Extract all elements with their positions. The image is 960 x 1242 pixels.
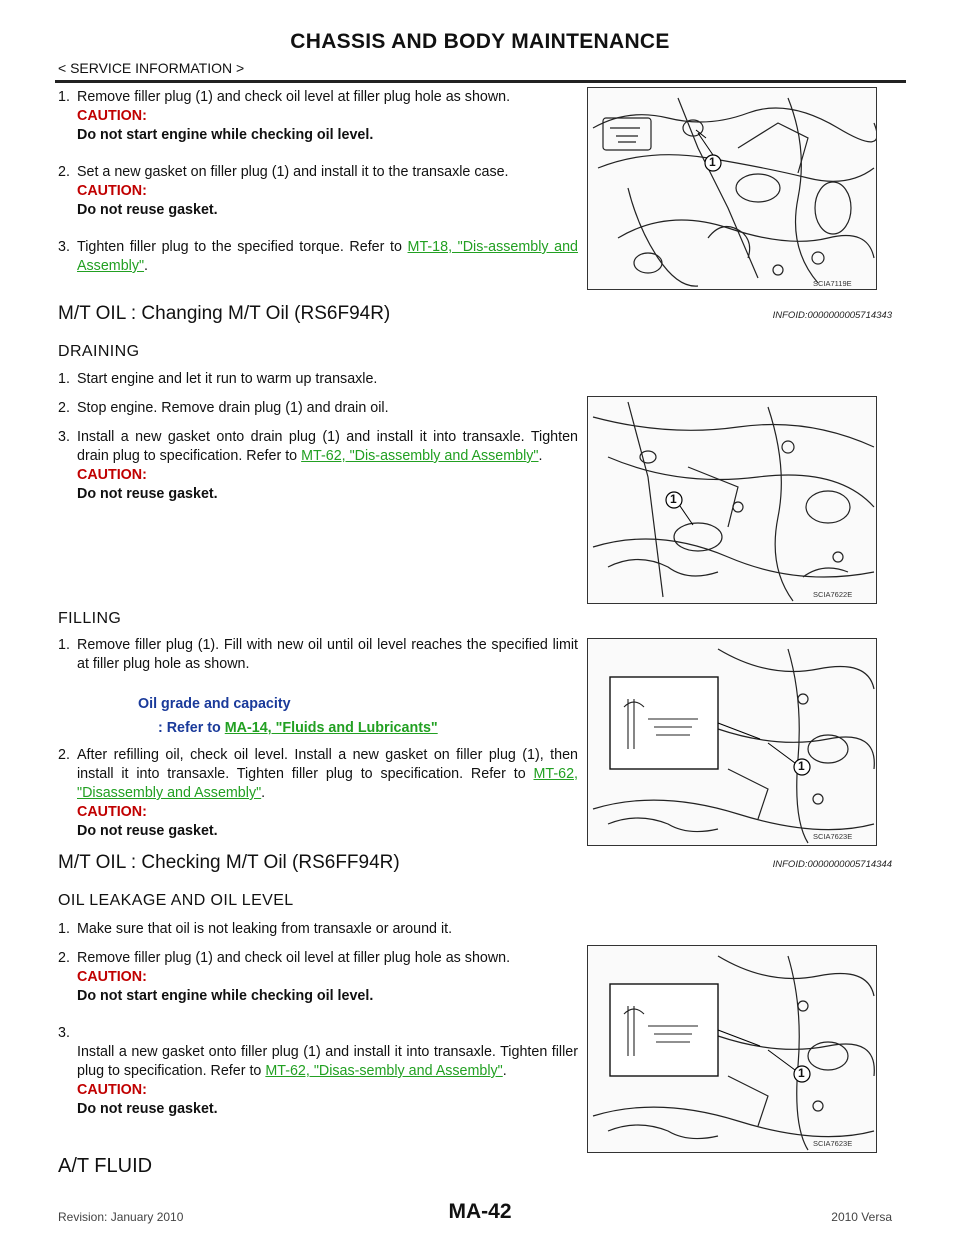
callout-label: 1 [670, 492, 677, 506]
step-number: 1. [58, 89, 70, 105]
step-number: 1. [58, 637, 70, 653]
section-title-checking-mt-oil: M/T OIL : Checking M/T Oil (RS6FF94R) [58, 852, 400, 873]
leakage-step-3 [58, 1024, 578, 1119]
step-number: 2. [58, 400, 70, 416]
revision-date: Revision: January 2010 [58, 1210, 184, 1224]
callout-label: 1 [798, 1066, 805, 1080]
reference-link-mt-62[interactable]: MT-62, "Disassembly and Assembly" [77, 766, 578, 801]
caution-label: CAUTION: [77, 467, 147, 483]
step-2-set-gasket [58, 163, 578, 220]
caution-text: Do not reuse gasket. [77, 823, 218, 839]
caution-label: CAUTION: [77, 969, 147, 985]
figure-code: SCIA7623E [813, 1139, 853, 1148]
spec-prefix: : Refer to [158, 720, 221, 736]
caution-label: CAUTION: [77, 183, 147, 199]
caution-label: CAUTION: [77, 1082, 147, 1098]
subheading-oil-leakage: OIL LEAKAGE AND OIL LEVEL [58, 892, 294, 909]
caution-text: Do not reuse gasket. [77, 1101, 218, 1117]
reference-link-mt-62[interactable]: MT-62, "Dis-assembly and Assembly" [301, 448, 539, 464]
figure-drain-plug [587, 396, 877, 604]
section-breadcrumb: < SERVICE INFORMATION > [58, 60, 245, 76]
reference-link-ma-14[interactable]: MA-14, "Fluids and Lubricants" [224, 720, 438, 736]
figure-code: SCIA7119E [813, 279, 852, 288]
drain-plug-illustration [588, 397, 876, 603]
step-number: 2. [58, 164, 70, 180]
step-text: Make sure that oil is not leaking from transaxle or around it. [77, 921, 453, 937]
section-title-changing-mt-oil: M/T OIL : Changing M/T Oil (RS6F94R) [58, 303, 391, 324]
reference-link-mt-18[interactable]: MT-18, "Dis-assembly and Assembly" [77, 239, 578, 274]
step-text-tail: . [538, 448, 543, 464]
step-number: 2. [58, 747, 70, 763]
caution-text: Do not reuse gasket. [77, 486, 218, 502]
figure-filler-plug-level [587, 638, 877, 846]
step-text: Stop engine. Remove drain plug (1) and drain oil. [77, 400, 389, 416]
step-number: 3. [58, 239, 70, 255]
caution-label: CAUTION: [77, 804, 147, 820]
caution-label: CAUTION: [77, 108, 147, 124]
info-id: INFOID:0000000005714344 [772, 859, 892, 870]
filler-plug-illustration [588, 639, 876, 845]
filling-step-1 [58, 636, 578, 674]
figure-filler-plug-transaxle [587, 87, 877, 290]
spec-value-oil-grade [158, 720, 438, 736]
caution-text: Do not start engine while checking oil level. [77, 988, 374, 1004]
figure-filler-plug-check [587, 945, 877, 1153]
subheading-filling: FILLING [58, 610, 122, 627]
draining-step-1 [58, 370, 578, 389]
draining-step-2 [58, 399, 578, 418]
draining-step-3 [58, 428, 578, 504]
figure-code: SCIA7623E [813, 832, 853, 841]
spec-label-oil-grade: Oil grade and capacity [138, 696, 291, 712]
step-text: After refilling oil, check oil level. Install a new gasket on filler plug (1), then install it into transaxle. Tighten filler plug to specification. Refer to [77, 747, 578, 782]
step-text: Start engine and let it run to warm up transaxle. [77, 371, 378, 387]
step-text: Remove filler plug (1) and check oil level at filler plug hole as shown. [77, 89, 511, 105]
header-divider [55, 80, 906, 83]
step-3-tighten-plug [58, 238, 578, 276]
info-id: INFOID:0000000005714343 [772, 310, 892, 321]
step-number: 1. [58, 371, 70, 387]
step-text: Tighten filler plug to the specified torque. Refer to [77, 239, 402, 255]
inset-detail-box [610, 677, 718, 769]
model-year: 2010 Versa [831, 1210, 892, 1224]
step-number: 2. [58, 950, 70, 966]
step-text: Remove filler plug (1) and check oil level at filler plug hole as shown. [77, 950, 511, 966]
inset-detail-box [610, 984, 718, 1076]
callout-label: 1 [709, 155, 716, 169]
leakage-step-1 [58, 920, 578, 939]
step-1-remove-filler-plug [58, 88, 578, 145]
caution-text: Do not reuse gasket. [77, 202, 218, 218]
callout-label: 1 [798, 759, 805, 773]
filling-step-2 [58, 746, 578, 841]
step-text-tail: . [261, 785, 266, 801]
subheading-draining: DRAINING [58, 343, 140, 360]
step-text: Install a new gasket onto filler plug (1) and install it into transaxle. Tighten filler plug to specification. Refer to [77, 1044, 578, 1079]
step-text-tail: . [144, 258, 149, 274]
step-number: 3. [58, 1025, 70, 1041]
section-title-at-fluid: A/T FLUID [58, 1155, 153, 1177]
step-text: Install a new gasket onto drain plug (1) and install it into transaxle. Tighten drain plug to specification. Refer to [77, 429, 578, 464]
step-text: Set a new gasket on filler plug (1) and install it to the transaxle case. [77, 164, 509, 180]
step-text: Remove filler plug (1). Fill with new oil until oil level reaches the specified limit at filler plug hole as shown. [77, 637, 578, 672]
page-number: MA-42 [448, 1200, 512, 1223]
transaxle-illustration [588, 88, 876, 289]
filler-plug-check-illustration [588, 946, 876, 1152]
step-number: 1. [58, 921, 70, 937]
caution-text: Do not start engine while checking oil level. [77, 127, 374, 143]
step-number: 3. [58, 429, 70, 445]
leakage-step-2 [58, 949, 578, 1006]
page-title: CHASSIS AND BODY MAINTENANCE [290, 30, 670, 53]
figure-code: SCIA7622E [813, 590, 853, 599]
reference-link-mt-62[interactable]: MT-62, "Disas-sembly and Assembly" [265, 1063, 503, 1079]
step-text-tail: . [502, 1063, 507, 1079]
